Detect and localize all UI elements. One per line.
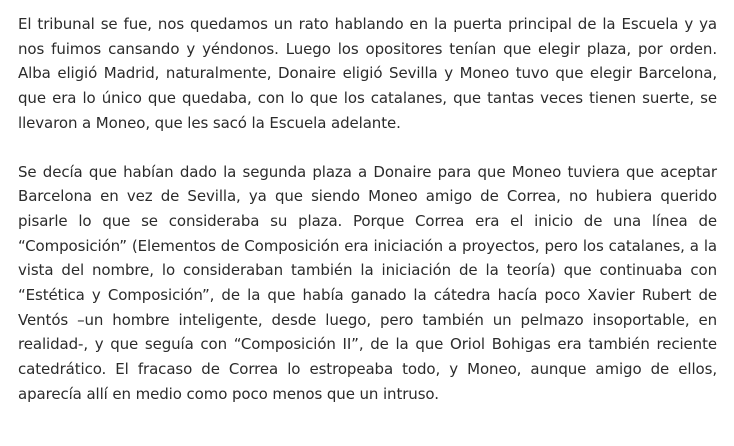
paragraph-2: Se decía que habían dado la segunda plaza a Donaire para que Moneo tuviera que aceptar Barcelona en vez de Sevilla, ya que siendo Moneo amigo de Correa, no hubiera querido pisarle lo que se consideraba su plaza. Porque Correa era el inicio de una línea de “Composición” (Elementos de Composición era iniciación a proyectos, pero los catalanes, a la vista del nombre, lo consideraban también la iniciación de la teoría) que continuaba con “Estética y Composición”, de la que había ganado la cátedra hacía poco Xavier Rubert de Ventós –un hombre inteligente, desde luego, pero también un pelmazo insoportable, en realidad-, y que seguía con “Composición II”, de la que Oriol Bohigas era también reciente catedrático. El fracaso de Correa lo estropeaba todo, y Moneo, aunque amigo de ellos, aparecía allí en medio como poco menos que un intruso. xyxy=(18,162,717,403)
paragraph-1: El tribunal se fue, nos quedamos un rato hablando en la puerta principal de la Escuela y ya nos fuimos cansando y yéndonos. Luego los opositores tenían que elegir plaza, por orden. Alba eligió Madrid, naturalmente, Donaire eligió Sevilla y Moneo tuvo que elegir Barcelona, que era lo único que quedaba, con lo que los catalanes, que tantas veces tienen suerte, se llevaron a Moneo, que les sacó la Escuela adelante. xyxy=(18,15,717,132)
